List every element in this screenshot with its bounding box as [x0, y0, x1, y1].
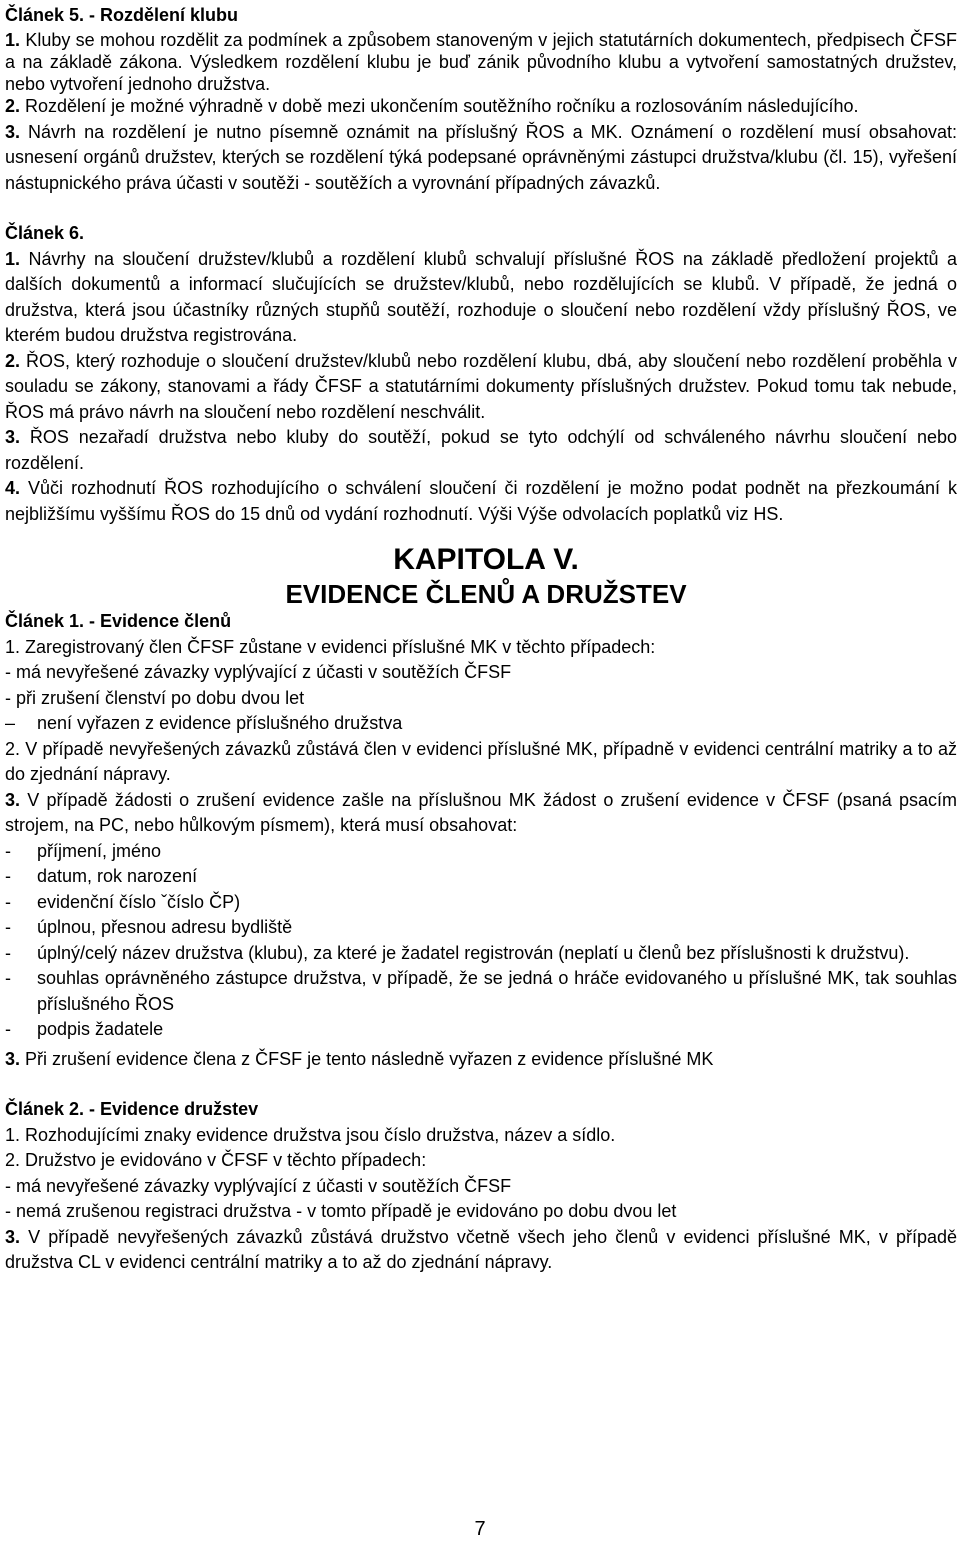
list-item-text: evidenční číslo ˇčíslo ČP) — [37, 891, 241, 912]
clanek1-item-1-line-1: - má nevyřešené závazky vyplývající z účasti v soutěžích ČFSF — [5, 662, 512, 682]
list-item-mark: - — [5, 917, 11, 937]
list-item — [5, 1017, 957, 1043]
clanek1-item-3 — [5, 788, 957, 839]
clanek6-heading: Článek 6. — [5, 223, 85, 243]
list-item — [5, 966, 957, 1017]
list-item-text: souhlas oprávněného zástupce družstva, v případě, že se jedná o hráče evidovaného u příslušné MK, tak souhlas příslušného ŘOS — [37, 968, 957, 1014]
clanek2-line-4: - nemá zrušenou registraci družstva - v tomto případě je evidováno po dobu dvou let — [5, 1201, 677, 1221]
clanek5-item-1-num: 1. — [5, 29, 21, 50]
clanek5-item-1-text: Kluby se mohou rozdělit za podmínek a způsobem stanoveným v jejich statutárních dokumentech, předpisech ČFSF a na základě zákona. Výsledkem rozdělení klubu je buď zánik původního klubu a vytvoření samostatných družstev, nebo vytvoření jednoho družstva. — [5, 29, 957, 94]
clanek2-line-3: - má nevyřešené závazky vyplývající z účasti v soutěžích ČFSF — [5, 1175, 512, 1196]
clanek2-item-3 — [5, 1225, 957, 1276]
clanek1-item-3-num: 3. — [5, 789, 21, 810]
list-item — [5, 864, 957, 890]
clanek1-item-2: 2. V případě nevyřešených závazků zůstává člen v evidenci příslušné MK, případně v evidenci centrální matriky a to až do zjednání nápravy. — [5, 738, 957, 784]
clanek5-item-3 — [5, 120, 957, 197]
clanek5-item-1 — [5, 29, 957, 95]
clanek1-item-1-line-2: - při zrušení členství po dobu dvou let — [5, 687, 305, 708]
clanek1-item-1: 1. Zaregistrovaný člen ČFSF zůstane v evidenci příslušné MK v těchto případech: — [5, 636, 656, 657]
list-item — [5, 890, 957, 916]
list-item-mark: - — [5, 942, 11, 963]
clanek2-line-1: 1. Rozhodujícími znaky evidence družstva jsou číslo družstva, název a sídlo. — [5, 1124, 616, 1145]
list-item-mark: - — [5, 1019, 11, 1039]
spacer — [5, 196, 957, 221]
spacer — [5, 1072, 957, 1097]
page-number: 7 — [474, 1518, 486, 1540]
clanek6-item-2-text: ŘOS, který rozhoduje o sloučení družstev/klubů nebo rozdělení klubu, dbá, aby sloučení nebo rozdělení proběhla v souladu se zákony, stanovami a řády ČFSF a statutárními dokumenty příslušných družstev. Pokud tomu tak nebude, ŘOS má právo návrh na sloučení nebo rozdělení neschválit. — [5, 350, 957, 422]
list-item-mark: - — [5, 968, 11, 988]
clanek2-line-2: 2. Družstvo je evidováno v ČFSF v těchto případech: — [5, 1150, 427, 1170]
list-item — [5, 915, 957, 941]
clanek6-item-4 — [5, 476, 957, 527]
clanek5-item-3-text: Návrh na rozdělení je nutno písemně oznámit na příslušný ŘOS a MK. Oznámení o rozdělení musí obsahovat: usnesení orgánů družstev, kterých se rozdělení týká podepsané oprávněnými zástupci družstva/klubu (čl. 15), vyřešení nástupnického práva účasti v soutěži - soutěžích a vyrovnání případných závazků. — [5, 121, 957, 193]
list-item-text: příjmení, jméno — [37, 840, 162, 861]
clanek6-item-2 — [5, 349, 957, 426]
clanek6-item-2-num: 2. — [5, 350, 21, 371]
clanek1-item-3-text: V případě žádosti o zrušení evidence zašle na příslušnou MK žádost o zrušení evidence v ČFSF (psaná psacím strojem, na PC, nebo hůlkovým písmem), která musí obsahovat: — [5, 789, 957, 835]
clanek6-item-1 — [5, 247, 957, 349]
clanek2-heading: Článek 2. - Evidence družstev — [5, 1099, 259, 1119]
clanek1-item-4-text: Při zrušení evidence člena z ČFSF je tento následně vyřazen z evidence příslušné MK — [20, 1048, 714, 1069]
clanek1-heading: Článek 1. - Evidence členů — [5, 611, 232, 631]
list-item-text: podpis žadatele — [37, 1019, 164, 1039]
chapter-subtitle: EVIDENCE ČLENŮ A DRUŽSTEV — [285, 579, 687, 609]
clanek1-item-4-num: 3. — [5, 1048, 21, 1069]
document-page — [5, 3, 957, 1276]
clanek5-item-2-text: Rozdělení je možné výhradně v době mezi ukončením soutěžního ročníku a rozlosováním následujícího. — [20, 95, 859, 116]
clanek6-item-1-num: 1. — [5, 248, 21, 269]
clanek5-item-2 — [5, 95, 957, 117]
list-item-text: úplnou, přesnou adresu bydliště — [37, 917, 293, 937]
dash-text: není vyřazen z evidence příslušného družstva — [37, 713, 403, 733]
clanek6-item-4-num: 4. — [5, 478, 21, 498]
list-item-mark: - — [5, 891, 11, 912]
clanek5-heading: Článek 5. - Rozdělení klubu — [5, 5, 239, 25]
clanek1-item-1-dash — [5, 711, 957, 737]
clanek6-item-3 — [5, 425, 957, 476]
clanek6-item-3-num: 3. — [5, 427, 21, 447]
clanek5-item-3-num: 3. — [5, 121, 21, 142]
chapter-title: KAPITOLA V. — [393, 543, 579, 576]
clanek6-item-1-text: Návrhy na sloučení družstev/klubů a rozdělení klubů schvalují příslušné ŘOS na základě předložení projektů a dalších dokumentů a informací slučujících se družstev/klubů, nebo rozdělujících se klubů. V případě, že jedná o družstva, která jsou účastníky různých stupňů soutěží, rozhoduje o sloučení nebo rozdělení vždy příslušný ŘOS, ve kterém budou družstva registrována. — [5, 248, 957, 345]
list-item-mark: - — [5, 840, 11, 861]
clanek2-item-3-num: 3. — [5, 1226, 21, 1247]
list-item — [5, 941, 957, 967]
list-item-mark: - — [5, 866, 11, 886]
clanek1-item-4 — [5, 1047, 957, 1073]
list-item-text: datum, rok narození — [37, 866, 198, 886]
list-item-text: úplný/celý název družstva (klubu), za které je žadatel registrován (neplatí u členů bez příslušnosti k družstvu). — [37, 942, 910, 963]
clanek6-item-4-text: Vůči rozhodnutí ŘOS rozhodujícího o schválení sloučení či rozdělení je možno podat podnět na přezkoumání k nejbližšímu vyššímu ŘOS do 15 dnů od vydání rozhodnutí. Výši Výše odvolacích poplatků viz HS. — [5, 478, 957, 524]
clanek6-item-3-text: ŘOS nezařadí družstva nebo kluby do soutěží, pokud se tyto odchýlí od schváleného návrhu sloučení nebo rozdělení. — [5, 427, 957, 473]
clanek2-item-3-text: V případě nevyřešených závazků zůstává družstvo včetně všech jeho členů v evidenci příslušné MK, v případě družstva CL v evidenci centrální matriky a to až do zjednání nápravy. — [5, 1226, 957, 1272]
dash-mark: – — [5, 713, 16, 733]
clanek5-item-2-num: 2. — [5, 95, 21, 116]
list-item — [5, 839, 957, 865]
